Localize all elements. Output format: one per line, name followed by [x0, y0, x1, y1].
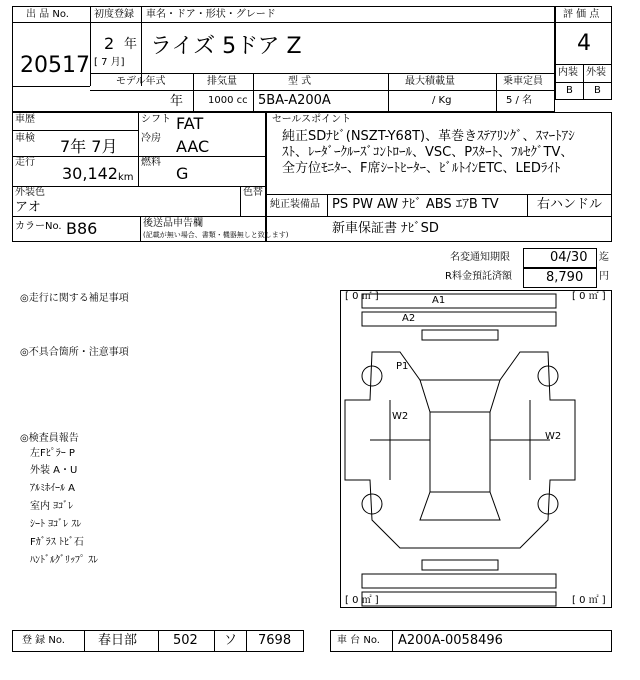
capacity-label: 乗車定員 [503, 76, 543, 87]
chassis-number: A200A-0058496 [398, 633, 503, 648]
exterior-label: 外装 [586, 67, 606, 78]
fuel-value: G [176, 164, 189, 183]
inspector-line: ﾊﾝﾄﾞﾙｸﾞﾘｯﾌﾟ ｽﾚ [30, 555, 99, 566]
car-name-label: 車名・ドア・形状・グレード [146, 9, 276, 20]
ac-label: 冷房 [141, 133, 161, 144]
post-doc-note: (記載が無い場合、書類・機器無しと致します) [143, 231, 289, 239]
mileage-label: 走行 [15, 157, 35, 168]
inspector-line: Fｶﾞﾗｽ ﾄﾋﾞ石 [30, 537, 84, 548]
color-no-label: カラーNo. [15, 221, 62, 232]
inspector-line: 外装 A・U [30, 465, 78, 476]
capacity-value: 5 / 名 [506, 95, 533, 106]
shift-value: FAT [176, 114, 204, 133]
type-label: 型 式 [288, 76, 312, 87]
rear-window [420, 492, 500, 520]
first-reg-month: [ 7 月] [94, 57, 125, 68]
defects-label: ◎不具合箇所・注意事項 [20, 347, 129, 358]
windshield [420, 380, 500, 412]
mileage-unit: km [118, 172, 134, 183]
damage-mark-w2-right: W2 [545, 431, 562, 442]
diagram-count-br: [ 0 ㎡ ] [572, 595, 606, 606]
max-load-value: / Kg [432, 95, 452, 106]
post-doc-label: 後送品申告欄 [143, 218, 203, 229]
ac-value: AAC [176, 137, 210, 156]
first-reg-label: 初度登録 [94, 9, 134, 20]
recycle-unit: 円 [599, 271, 609, 282]
rear-grille [422, 560, 498, 570]
damage-mark-a1: A1 [432, 295, 446, 306]
name-change-suffix: 迄 [599, 252, 609, 263]
damage-mark-a2: A2 [402, 313, 416, 324]
sales-point-label: セールスポイント [272, 114, 352, 125]
warranty-value: 新車保証書 ﾅﾋﾞSD [332, 221, 439, 236]
diagram-count-tl: [ 0 ㎡ ] [345, 291, 379, 302]
rear-bumper [362, 592, 556, 606]
damage-mark-p1: P1 [396, 361, 409, 372]
diagram-count-bl: [ 0 ㎡ ] [345, 595, 379, 606]
damage-mark-w2-left: W2 [392, 411, 409, 422]
inspector-label: ◎検査員報告 [20, 433, 79, 444]
max-load-label: 最大積載量 [405, 76, 455, 87]
ext-color-value: アオ [15, 200, 41, 215]
hood-strip [362, 312, 556, 326]
sales-point-line-2: ｽﾄ、ﾚｰﾀﾞｰｸﾙｰｽﾞｺﾝﾄﾛｰﾙ、VSC、Pｽﾀｰﾄ、ﾌﾙｾｸﾞTV、 [282, 145, 574, 160]
model-year-label: モデル年式 [116, 76, 166, 87]
name-change-label: 名変通知期限 [450, 252, 510, 263]
mileage-value: 30,142 [62, 164, 118, 183]
recycle-label: R料金預託済額 [445, 271, 512, 282]
shift-label: シフト [141, 114, 171, 125]
inspection-label: 車検 [15, 133, 35, 144]
front-right-wheel [538, 366, 558, 386]
steering-value: 右ハンドル [537, 197, 603, 212]
chassis-label: 車 台 No. [337, 635, 380, 646]
interior-grade: B [566, 85, 573, 96]
history-label: 車歴 [15, 114, 35, 125]
diagram-count-tr: [ 0 ㎡ ] [572, 291, 606, 302]
front-left-wheel [362, 366, 382, 386]
equipment-value: PS PW AW ﾅﾋﾞ ABS ｴｱB TV [332, 197, 499, 212]
first-reg-year: 2 [104, 34, 115, 53]
exterior-grade: B [594, 85, 601, 96]
inspector-line: 左Fﾋﾟﾗｰ P [30, 448, 75, 459]
reg-label: 登 録 No. [22, 635, 65, 646]
reg-class: 502 [173, 633, 198, 648]
sales-point-line-3: 全方位ﾓﾆﾀｰ、F席ｼｰﾄﾋｰﾀｰ、ﾋﾞﾙﾄｲﾝETC、LEDﾗｲﾄ [282, 161, 561, 176]
color-change-label: 色替 [243, 187, 263, 198]
year-unit: 年 [124, 37, 138, 52]
car-name: ライズ 5ドア Z [150, 34, 302, 59]
trunk-strip [362, 574, 556, 588]
front-bumper [362, 294, 556, 308]
equipment-label: 純正装備品 [270, 199, 320, 210]
sales-point-line-1: 純正SDﾅﾋﾞ(NSZT-Y68T)、革巻きｽﾃｱﾘﾝｸﾞ、ｽﾏｰﾄｱｼ [282, 129, 575, 144]
name-change-value: 04/30 [550, 250, 588, 265]
inspector-line: ｱﾙﾐﾎｲｰﾙ A [30, 483, 76, 494]
displacement-value: 1000 cc [208, 95, 248, 106]
lot-label: 出 品 No. [26, 9, 69, 20]
driving-notes-label: ◎走行に関する補足事項 [20, 293, 129, 304]
inspection-value: 7年 7月 [60, 137, 118, 156]
ext-color-label: 外装色 [15, 187, 45, 198]
recycle-value: 8,790 [546, 270, 584, 285]
lot-number: 20517 [20, 53, 90, 78]
model-year-unit: 年 [170, 94, 184, 109]
score-label: 評 価 点 [563, 9, 600, 20]
inspector-line: ｼｰﾄ ﾖｺﾞﾚ ｽﾚ [30, 519, 82, 530]
interior-label: 内装 [558, 67, 578, 78]
score-value: 4 [577, 31, 591, 56]
reg-kana: ソ [224, 633, 238, 648]
inspector-line: 室内 ﾖｺﾞﾚ [30, 501, 74, 512]
color-no-value: B86 [66, 219, 98, 238]
fuel-label: 燃料 [141, 157, 161, 168]
reg-number: 7698 [258, 633, 292, 648]
displacement-label: 排気量 [207, 76, 237, 87]
roof [430, 412, 490, 492]
reg-area: 春日部 [98, 633, 138, 648]
front-grille [422, 330, 498, 340]
type-value: 5BA-A200A [258, 93, 331, 108]
body-outline [345, 352, 575, 548]
